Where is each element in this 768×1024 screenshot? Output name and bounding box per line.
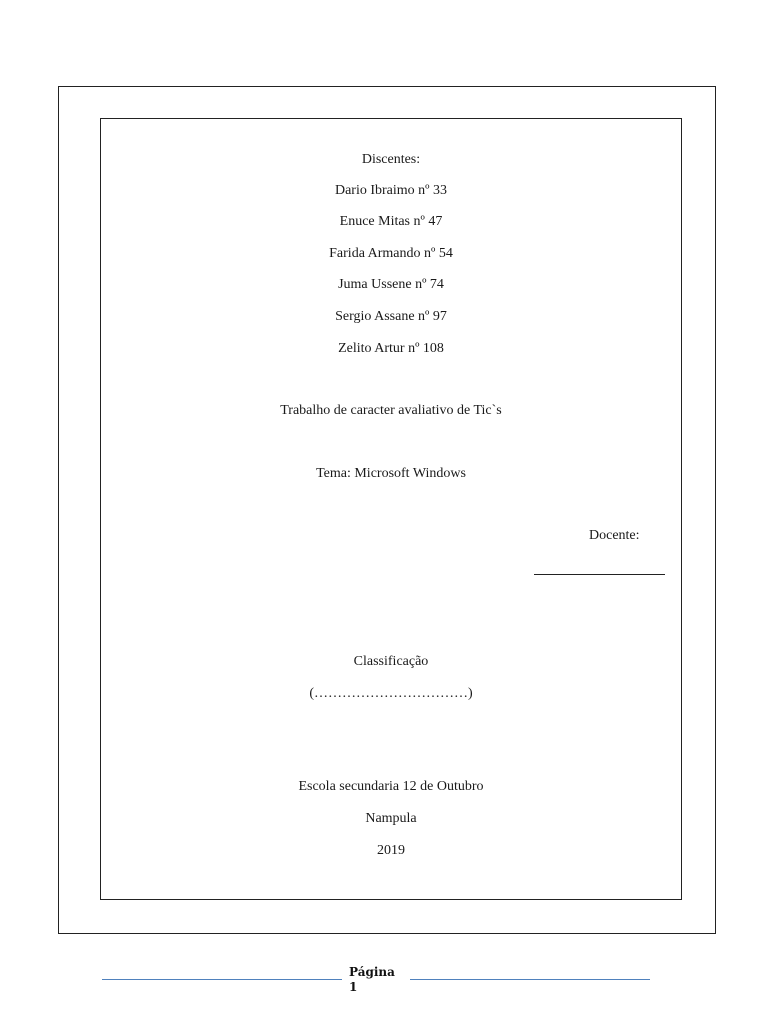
student-name: Zelito Artur nº 108 <box>338 341 444 356</box>
city: Nampula <box>365 811 417 826</box>
student-name: Sergio Assane nº 97 <box>335 309 447 324</box>
school-name: Escola secundaria 12 de Outubro <box>298 779 484 794</box>
student-name: Enuce Mitas nº 47 <box>339 214 443 229</box>
teacher-label: Docente: <box>589 528 640 543</box>
student-name: Dario Ibraimo nº 33 <box>334 183 448 198</box>
page-word: Página <box>349 965 395 979</box>
student-name: Farida Armando nº 54 <box>329 246 453 261</box>
student-name: Juma Ussene nº 74 <box>338 277 444 292</box>
footer-rule-left <box>102 979 342 980</box>
work-description: Trabalho de caracter avaliativo de Tic`s <box>280 403 502 418</box>
students-heading: Discentes: <box>361 152 421 167</box>
page-number: 1 <box>349 980 358 994</box>
theme: Tema: Microsoft Windows <box>316 466 466 481</box>
page-number-label <box>349 965 395 995</box>
footer-rule-right <box>410 979 650 980</box>
teacher-signature-line <box>534 574 665 575</box>
year: 2019 <box>377 843 405 858</box>
grading-label: Classificação <box>353 654 429 669</box>
grading-placeholder: (……………………………) <box>309 686 473 701</box>
